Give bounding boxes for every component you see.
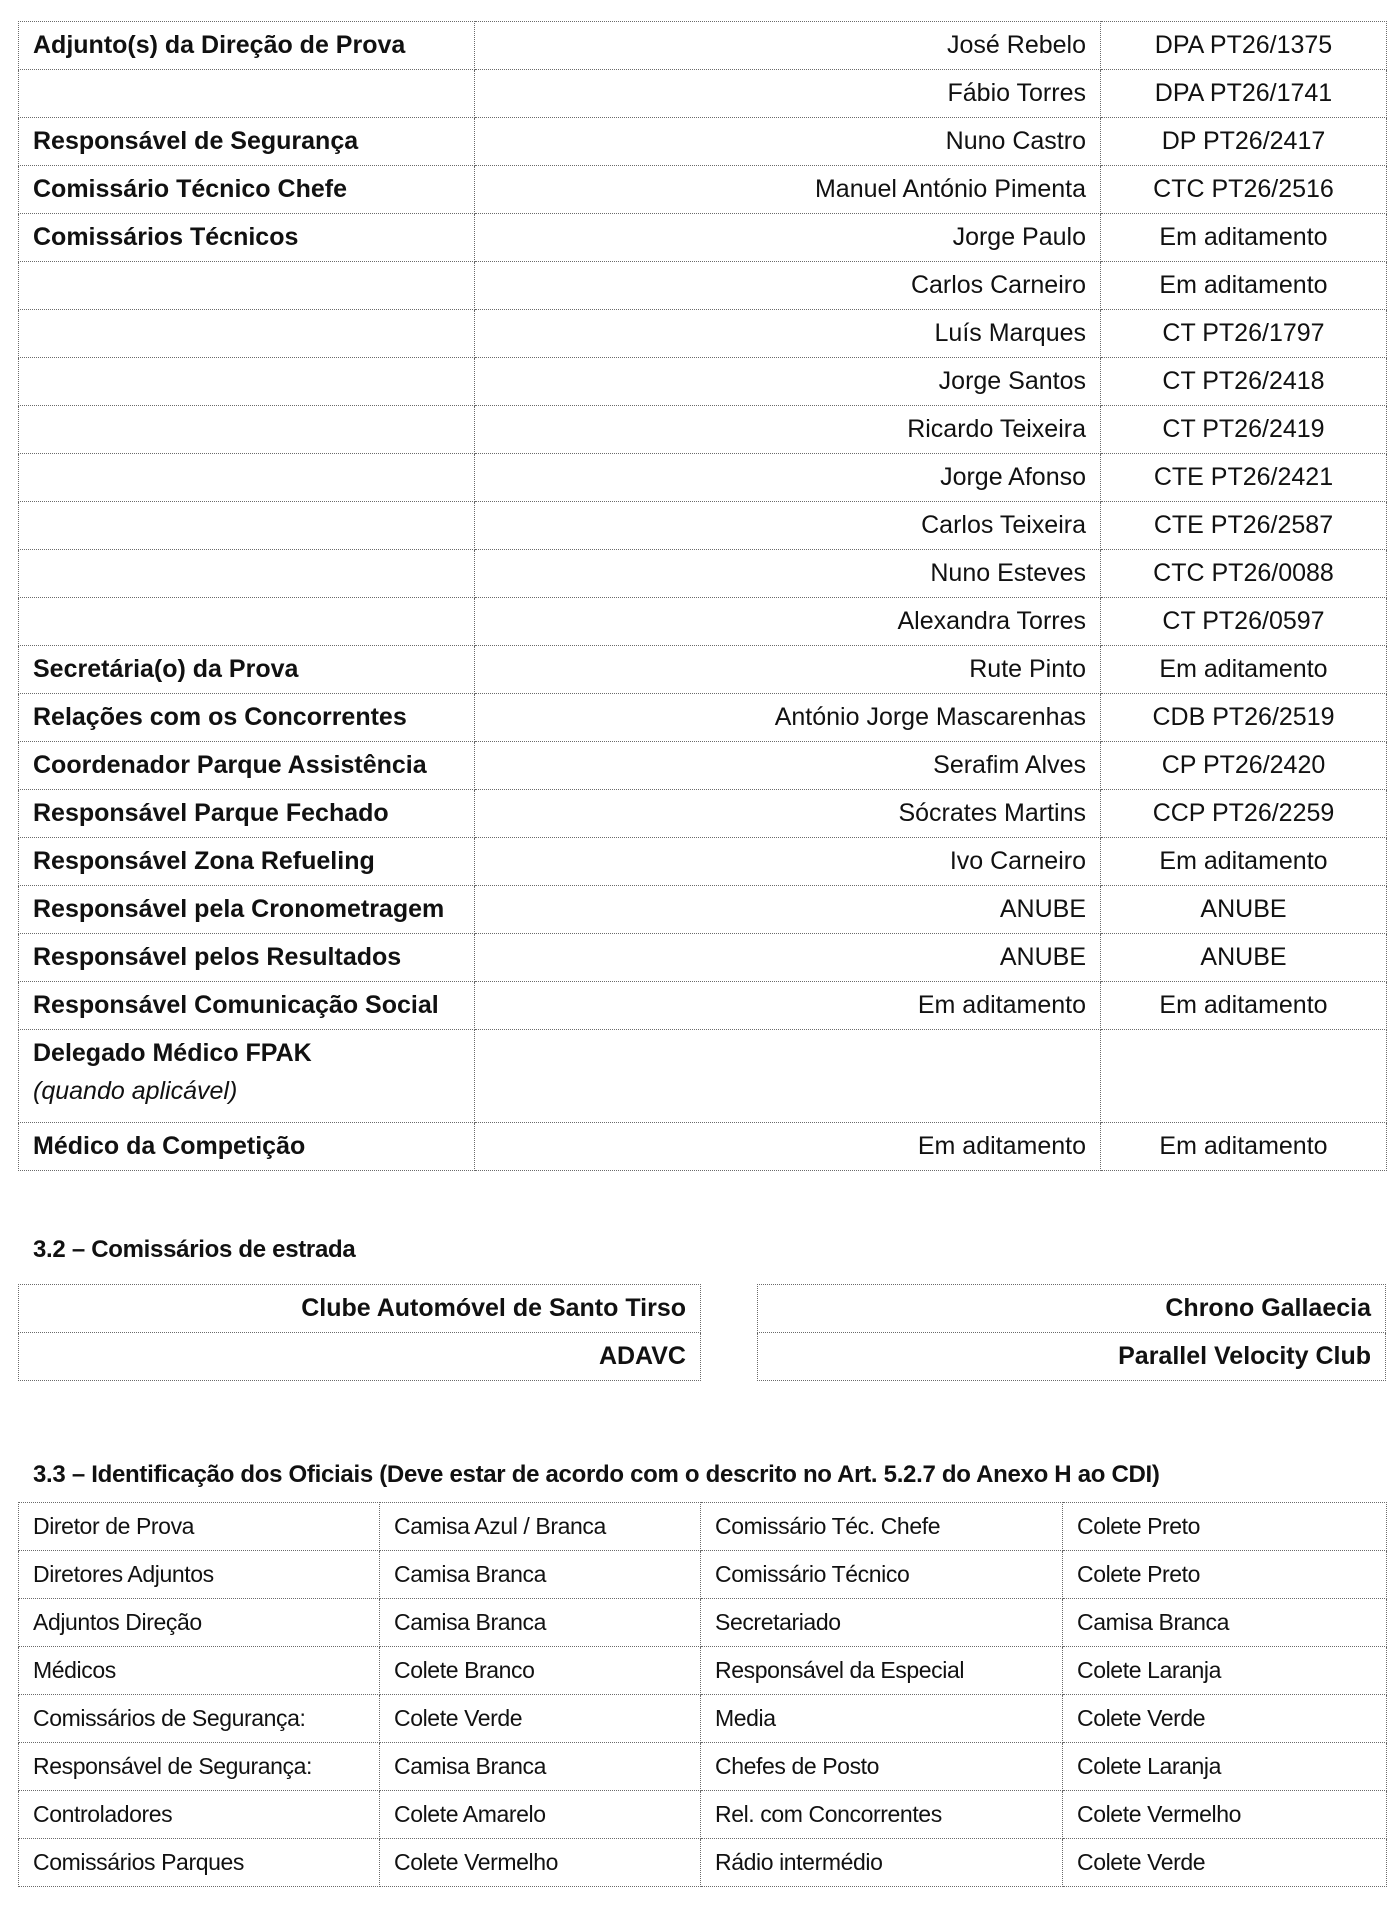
official-attire-cell: Colete Branco (380, 1647, 701, 1695)
role-cell: Comissários Técnicos (19, 214, 475, 262)
role-cell: Responsável Zona Refueling (19, 838, 475, 886)
table-row (19, 310, 1387, 358)
official-role-cell: Responsável de Segurança: (19, 1743, 380, 1791)
table-row (19, 646, 1387, 694)
official-attire-cell: Colete Laranja (1063, 1743, 1387, 1791)
license-cell: DPA PT26/1375 (1101, 22, 1387, 70)
role-cell: Responsável pela Cronometragem (19, 886, 475, 934)
role-cell (19, 262, 475, 310)
license-cell: Em aditamento (1101, 646, 1387, 694)
role-cell: Relações com os Concorrentes (19, 694, 475, 742)
table-row (19, 886, 1387, 934)
name-cell: Jorge Paulo (475, 214, 1101, 262)
official-role-cell: Media (701, 1695, 1063, 1743)
table-row (19, 1551, 1387, 1599)
role-label: Delegado Médico FPAK (33, 1039, 312, 1067)
official-attire-cell: Camisa Branca (1063, 1599, 1387, 1647)
official-role-cell: Secretariado (701, 1599, 1063, 1647)
name-cell: Luís Marques (475, 310, 1101, 358)
role-cell: Responsável Comunicação Social (19, 982, 475, 1030)
official-attire-cell: Colete Preto (1063, 1551, 1387, 1599)
official-attire-cell: Colete Vermelho (1063, 1791, 1387, 1839)
table-row-delegado (19, 1030, 1387, 1123)
role-cell: Responsável pelos Resultados (19, 934, 475, 982)
official-role-cell: Adjuntos Direção (19, 1599, 380, 1647)
official-role-cell: Rádio intermédio (701, 1839, 1063, 1887)
name-cell: Em aditamento (475, 1123, 1101, 1171)
official-identification-table (18, 1502, 1387, 1887)
road-marshals-table-right (757, 1284, 1386, 1381)
official-role-cell: Médicos (19, 1647, 380, 1695)
official-role-cell: Chefes de Posto (701, 1743, 1063, 1791)
role-cell (19, 358, 475, 406)
role-cell (19, 70, 475, 118)
role-cell (19, 1030, 475, 1123)
license-cell: Em aditamento (1101, 838, 1387, 886)
table-row (19, 1791, 1387, 1839)
name-cell: Em aditamento (475, 982, 1101, 1030)
role-note: (quando aplicável) (33, 1077, 238, 1105)
official-role-cell: Comissários de Segurança: (19, 1695, 380, 1743)
license-cell: ANUBE (1101, 886, 1387, 934)
officials-table-body (19, 22, 1387, 1171)
official-attire-cell: Colete Laranja (1063, 1647, 1387, 1695)
role-cell: Médico da Competição (19, 1123, 475, 1171)
table-row (19, 70, 1387, 118)
license-cell: CTC PT26/0088 (1101, 550, 1387, 598)
table-row (758, 1285, 1386, 1333)
officials-table (18, 21, 1387, 1171)
role-cell (19, 406, 475, 454)
table-row (19, 598, 1387, 646)
name-cell: Nuno Castro (475, 118, 1101, 166)
name-cell (475, 1030, 1101, 1123)
role-cell (19, 502, 475, 550)
official-attire-cell: Colete Verde (1063, 1695, 1387, 1743)
license-cell: CTC PT26/2516 (1101, 166, 1387, 214)
official-attire-cell: Colete Preto (1063, 1503, 1387, 1551)
role-cell: Responsável Parque Fechado (19, 790, 475, 838)
table-row (19, 502, 1387, 550)
official-attire-cell: Camisa Branca (380, 1743, 701, 1791)
license-cell: CTE PT26/2587 (1101, 502, 1387, 550)
name-cell: Fábio Torres (475, 70, 1101, 118)
club-cell: Clube Automóvel de Santo Tirso (19, 1285, 701, 1333)
official-identification-body (19, 1503, 1387, 1887)
name-cell: Carlos Carneiro (475, 262, 1101, 310)
official-attire-cell: Camisa Branca (380, 1551, 701, 1599)
role-cell: Responsável de Segurança (19, 118, 475, 166)
name-cell: José Rebelo (475, 22, 1101, 70)
license-cell: CDB PT26/2519 (1101, 694, 1387, 742)
table-row (19, 1743, 1387, 1791)
license-cell: CT PT26/2418 (1101, 358, 1387, 406)
name-cell: Manuel António Pimenta (475, 166, 1101, 214)
table-row (19, 1839, 1387, 1887)
table-row (19, 1599, 1387, 1647)
role-cell (19, 310, 475, 358)
role-cell: Secretária(o) da Prova (19, 646, 475, 694)
road-marshals-table-left (18, 1284, 701, 1381)
role-cell: Coordenador Parque Assistência (19, 742, 475, 790)
table-row (19, 214, 1387, 262)
table-row (19, 550, 1387, 598)
table-row (19, 118, 1387, 166)
table-row (19, 790, 1387, 838)
name-cell: Ivo Carneiro (475, 838, 1101, 886)
table-row (19, 358, 1387, 406)
official-role-cell: Diretores Adjuntos (19, 1551, 380, 1599)
name-cell: ANUBE (475, 934, 1101, 982)
table-row (19, 1333, 701, 1381)
license-cell: CT PT26/0597 (1101, 598, 1387, 646)
license-cell: Em aditamento (1101, 1123, 1387, 1171)
license-cell (1101, 1030, 1387, 1123)
license-cell: CT PT26/2419 (1101, 406, 1387, 454)
name-cell: Carlos Teixeira (475, 502, 1101, 550)
name-cell: Sócrates Martins (475, 790, 1101, 838)
license-cell: Em aditamento (1101, 262, 1387, 310)
name-cell: ANUBE (475, 886, 1101, 934)
official-role-cell: Responsável da Especial (701, 1647, 1063, 1695)
name-cell: Rute Pinto (475, 646, 1101, 694)
club-cell: Chrono Gallaecia (758, 1285, 1386, 1333)
table-row (19, 1647, 1387, 1695)
official-attire-cell: Colete Amarelo (380, 1791, 701, 1839)
official-attire-cell: Colete Vermelho (380, 1839, 701, 1887)
official-attire-cell: Colete Verde (1063, 1839, 1387, 1887)
table-row (19, 406, 1387, 454)
official-role-cell: Comissários Parques (19, 1839, 380, 1887)
role-cell (19, 598, 475, 646)
role-cell: Adjunto(s) da Direção de Prova (19, 22, 475, 70)
section-heading-road-marshals: 3.2 – Comissários de estrada (33, 1236, 356, 1263)
role-cell (19, 454, 475, 502)
name-cell: Serafim Alves (475, 742, 1101, 790)
table-row (19, 838, 1387, 886)
table-row (19, 262, 1387, 310)
table-row (19, 22, 1387, 70)
official-role-cell: Comissário Téc. Chefe (701, 1503, 1063, 1551)
official-role-cell: Controladores (19, 1791, 380, 1839)
license-cell: DP PT26/2417 (1101, 118, 1387, 166)
table-row (19, 1503, 1387, 1551)
table-row (19, 166, 1387, 214)
name-cell: António Jorge Mascarenhas (475, 694, 1101, 742)
club-cell: Parallel Velocity Club (758, 1333, 1386, 1381)
license-cell: CTE PT26/2421 (1101, 454, 1387, 502)
license-cell: DPA PT26/1741 (1101, 70, 1387, 118)
license-cell: CCP PT26/2259 (1101, 790, 1387, 838)
name-cell: Alexandra Torres (475, 598, 1101, 646)
name-cell: Ricardo Teixeira (475, 406, 1101, 454)
license-cell: Em aditamento (1101, 214, 1387, 262)
table-row (19, 742, 1387, 790)
table-row (19, 454, 1387, 502)
official-attire-cell: Camisa Azul / Branca (380, 1503, 701, 1551)
role-cell: Comissário Técnico Chefe (19, 166, 475, 214)
club-cell: ADAVC (19, 1333, 701, 1381)
table-row (19, 934, 1387, 982)
table-row (758, 1333, 1386, 1381)
license-cell: ANUBE (1101, 934, 1387, 982)
license-cell: CP PT26/2420 (1101, 742, 1387, 790)
official-role-cell: Comissário Técnico (701, 1551, 1063, 1599)
table-row (19, 982, 1387, 1030)
table-row (19, 694, 1387, 742)
name-cell: Nuno Esteves (475, 550, 1101, 598)
role-cell (19, 550, 475, 598)
official-attire-cell: Colete Verde (380, 1695, 701, 1743)
license-cell: CT PT26/1797 (1101, 310, 1387, 358)
name-cell: Jorge Afonso (475, 454, 1101, 502)
official-attire-cell: Camisa Branca (380, 1599, 701, 1647)
name-cell: Jorge Santos (475, 358, 1101, 406)
section-heading-official-identification: 3.3 – Identificação dos Oficiais (Deve estar de acordo com o descrito no Art. 5.2.7 do Anexo H ao CDI) (33, 1461, 1160, 1488)
table-row (19, 1285, 701, 1333)
license-cell: Em aditamento (1101, 982, 1387, 1030)
official-role-cell: Rel. com Concorrentes (701, 1791, 1063, 1839)
table-row (19, 1123, 1387, 1171)
table-row (19, 1695, 1387, 1743)
official-role-cell: Diretor de Prova (19, 1503, 380, 1551)
